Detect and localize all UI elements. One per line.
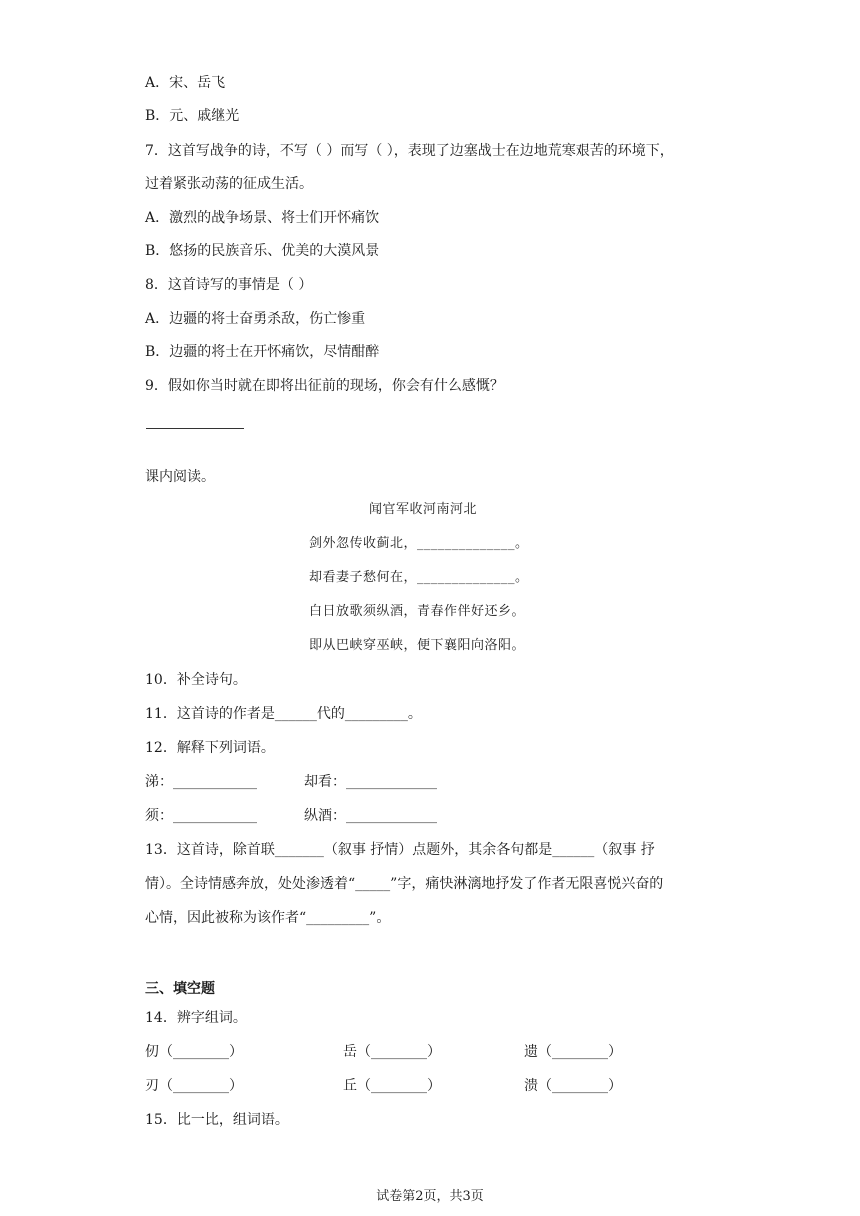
question-11: 11．这首诗的作者是______代的_________。 xyxy=(145,706,422,722)
word-zongjiu: 纵酒：_____________ xyxy=(304,808,437,824)
word-xu: 须：____________ xyxy=(145,808,257,824)
question-7-line1: 7．这首写战争的诗，不写（ ）而写（ ），表现了边塞战士在边地荒寒艰苦的环境下， xyxy=(145,143,674,159)
option-8a: A．边疆的将士奋勇杀敌，伤亡惨重 xyxy=(145,311,366,327)
answer-line xyxy=(146,428,244,429)
poem-line-3: 白日放歌须纵酒，青春作伴好还乡。 xyxy=(309,604,526,619)
char-yi: 遗（________） xyxy=(524,1044,622,1060)
question-13-line1: 13．这首诗，除首联_______（叙事 抒情）点题外，其余各句都是______（叙事 抒 xyxy=(145,842,655,858)
question-13-line2: 情）。全诗情感奔放，处处渗透着“_____”字，痛快淋漓地抒发了作者无限喜悦兴奋的 xyxy=(145,876,664,892)
page-footer: 试卷第2页，共3页 xyxy=(376,1189,484,1204)
question-7-line2: 过着紧张动荡的征成生活。 xyxy=(145,176,313,192)
poem-line-4: 即从巴峡穿巫峡，便下襄阳向洛阳。 xyxy=(309,638,526,653)
question-14: 14．辨字组词。 xyxy=(145,1010,247,1026)
option-8b: B．边疆的将士在开怀痛饮，尽情酣醉 xyxy=(145,344,380,360)
char-yue: 岳（________） xyxy=(343,1044,441,1060)
reading-intro: 课内阅读。 xyxy=(145,469,215,485)
char-ren-2: 刃（________） xyxy=(145,1078,243,1094)
question-8: 8．这首诗写的事情是（ ） xyxy=(145,277,313,293)
option-6b: B．元、戚继光 xyxy=(145,108,240,124)
poem-line-2: 却看妻子愁何在，______________。 xyxy=(309,570,529,585)
char-qiu: 丘（________） xyxy=(343,1078,441,1094)
question-12: 12．解释下列词语。 xyxy=(145,740,275,756)
question-10: 10．补全诗句。 xyxy=(145,672,247,688)
section-heading: 三、填空题 xyxy=(145,981,215,997)
option-7a: A．激烈的战争场景、将士们开怀痛饮 xyxy=(145,210,380,226)
option-6a: A．宋、岳飞 xyxy=(145,75,226,91)
char-ren-1: 仞（________） xyxy=(145,1044,243,1060)
poem-line-1: 剑外忽传收蓟北，______________。 xyxy=(309,536,529,551)
poem-title: 闻官军收河南河北 xyxy=(369,502,478,517)
question-13-line3: 心情，因此被称为该作者“_________”。 xyxy=(145,910,391,926)
word-ti: 涕：____________ xyxy=(145,774,257,790)
question-15: 15．比一比，组词语。 xyxy=(145,1112,289,1128)
word-quekan: 却看：_____________ xyxy=(304,774,437,790)
question-9: 9．假如你当时就在即将出征前的现场，你会有什么感慨？ xyxy=(145,378,504,394)
char-kui: 溃（________） xyxy=(524,1078,622,1094)
option-7b: B．悠扬的民族音乐、优美的大漠风景 xyxy=(145,243,380,259)
